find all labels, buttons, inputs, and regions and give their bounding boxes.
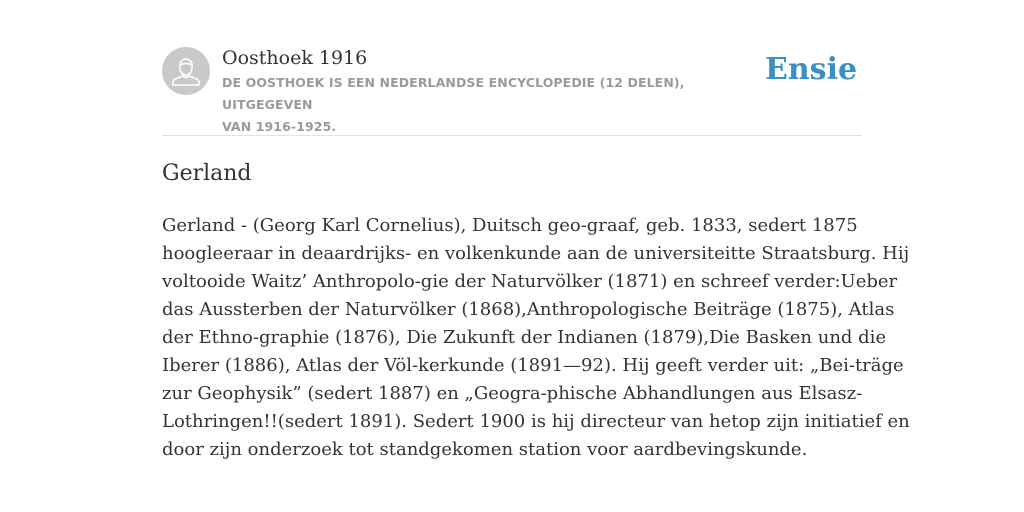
user-silhouette-icon — [162, 47, 210, 95]
article-body — [162, 212, 910, 464]
brand-logo[interactable]: Ensie — [765, 52, 858, 87]
article-body-line: Lothringen!!(sedert 1891). Sedert 1900 is hij directeur van hetop zijn initiatief en — [162, 411, 910, 432]
article-body-line: der Ethno-graphie (1876), Die Zukunft der Indianen (1879),Die Basken und die — [162, 327, 887, 348]
article-body-line: Iberer (1886), Atlas der Völ-kerkunde (1891—92). Hij geeft verder uit: „Bei-träge — [162, 355, 904, 376]
article-title: Gerland — [162, 161, 252, 186]
source-description — [222, 72, 767, 138]
source-title[interactable]: Oosthoek 1916 — [222, 47, 368, 69]
article-body-line: voltooide Waitz’ Anthropolo-gie der Naturvölker (1871) en schreef verder:Ueber — [162, 271, 898, 292]
article-body-line: Gerland - (Georg Karl Cornelius), Duitsch geo-graaf, geb. 1833, sedert 1875 — [162, 215, 858, 236]
article-body-line: das Aussterben der Naturvölker (1868),Anthropologische Beiträge (1875), Atlas — [162, 299, 895, 320]
article-body-line: hoogleeraar in deaardrijks- en volkenkunde aan de universiteitte Straatsburg. Hij — [162, 243, 910, 264]
article-body-line: zur Geophysik” (sedert 1887) en „Geogra-phische Abhandlungen aus Elsasz- — [162, 383, 863, 404]
source-header — [162, 46, 862, 134]
source-description-line: VAN 1916-1925. — [222, 119, 337, 134]
divider — [162, 135, 862, 136]
source-description-line: DE OOSTHOEK IS EEN NEDERLANDSE ENCYCLOPEDIE (12 DELEN), UITGEGEVEN — [222, 75, 685, 112]
article-body-line: door zijn onderzoek tot standgekomen station voor aardbevingskunde. — [162, 439, 808, 460]
